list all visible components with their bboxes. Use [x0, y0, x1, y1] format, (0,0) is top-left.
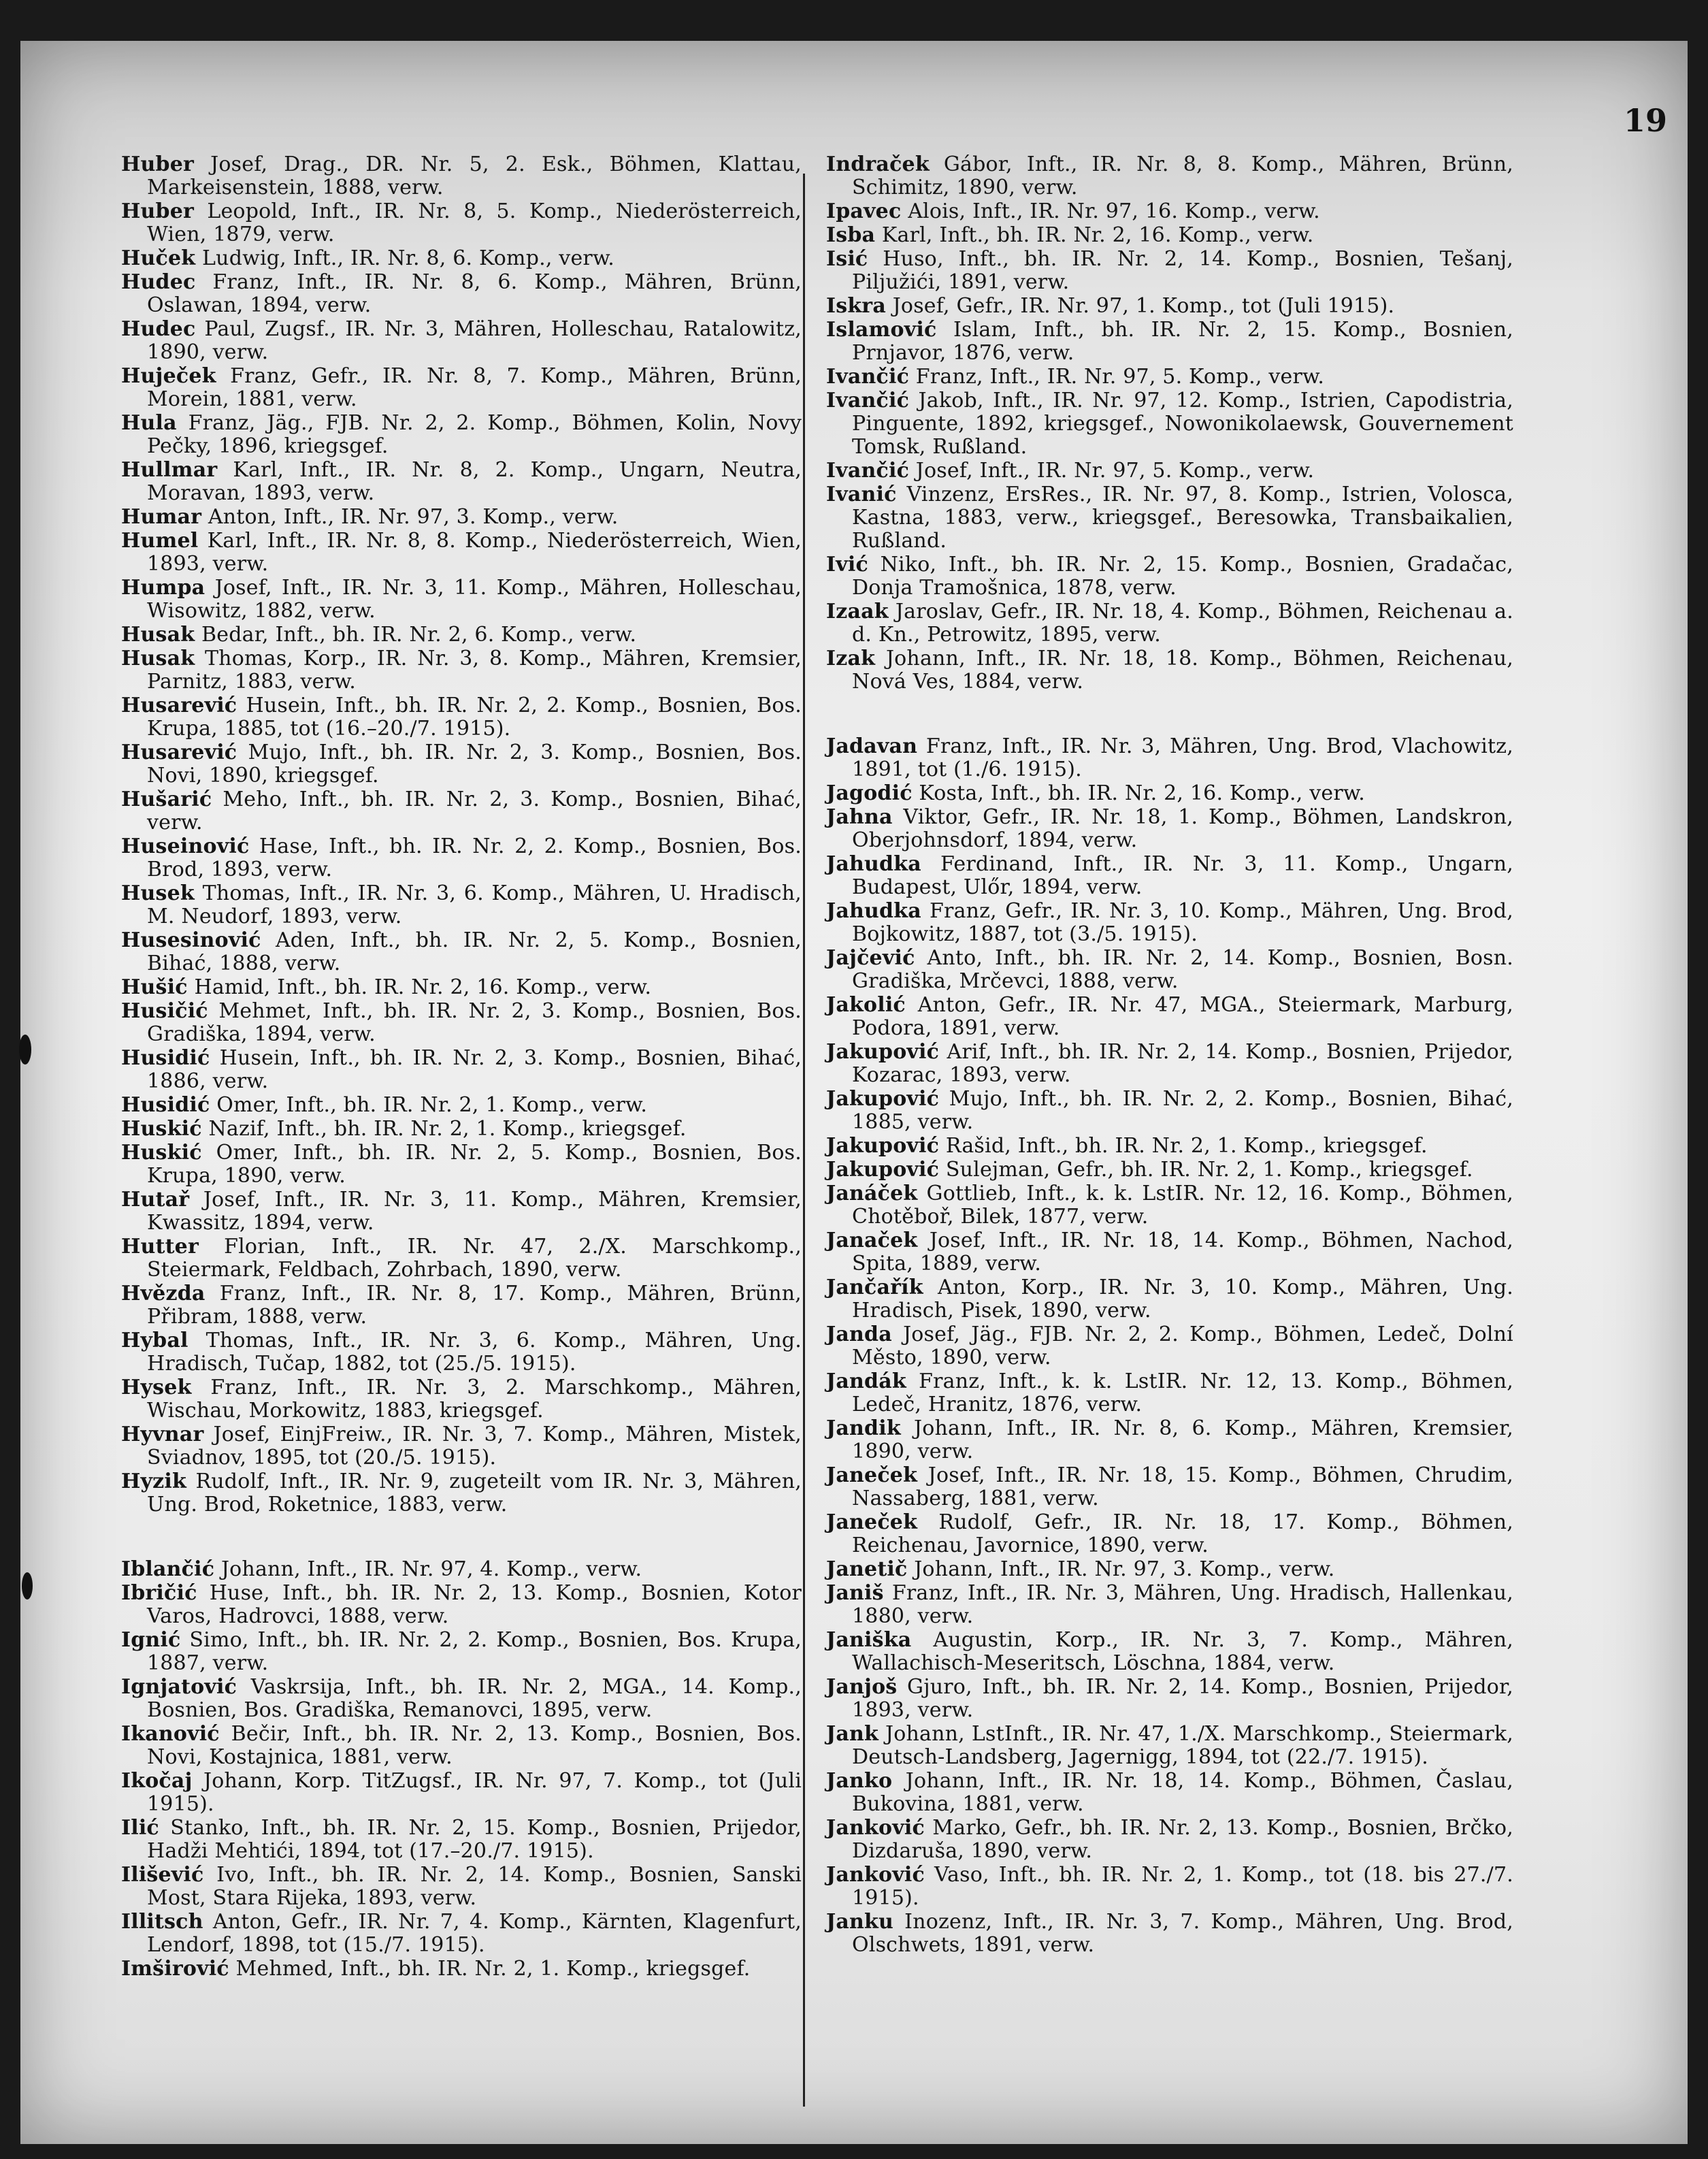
entry-details: Karl, Inft., IR. Nr. 8, 8. Komp., Niederösterreich, Wien, 1893, verw. [147, 529, 802, 576]
entry-details: Franz, Jäg., FJB. Nr. 2, 2. Komp., Böhmen, Kolin, Novy Pečky, 1896, kriegsgef. [147, 411, 802, 458]
register-entry [826, 806, 1513, 852]
entry-details: Mujo, Inft., bh. IR. Nr. 2, 3. Komp., Bosnien, Bos. Novi, 1890, kriegsgef. [147, 741, 802, 788]
register-entry [121, 365, 802, 411]
entry-details: Mehmed, Inft., bh. IR. Nr. 2, 1. Komp., kriegsgef. [235, 1957, 751, 1981]
register-entry [121, 577, 802, 623]
entry-surname: Ilišević [121, 1863, 204, 1887]
page-number: 19 [1623, 102, 1667, 139]
entry-details: Marko, Gefr., bh. IR. Nr. 2, 13. Komp., Bosnien, Brčko, Dizdaruša, 1890, verw. [852, 1816, 1513, 1863]
entry-details: Rudolf, Gefr., IR. Nr. 18, 17. Komp., Böhmen, Reichenau, Javornice, 1890, verw. [852, 1510, 1513, 1557]
register-entry [121, 200, 802, 246]
entry-details: Kosta, Inft., bh. IR. Nr. 2, 16. Komp., verw. [919, 781, 1365, 805]
register-entry [826, 295, 1513, 318]
entry-details: Johann, Inft., IR. Nr. 97, 4. Komp., verw. [220, 1557, 642, 1581]
entry-details: Niko, Inft., bh. IR. Nr. 2, 15. Komp., Bosnien, Gradačac, Donja Tramošnica, 1878, verw. [852, 553, 1513, 600]
entry-details: Anto, Inft., bh. IR. Nr. 2, 14. Komp., Bosnien, Bosn. Gradiška, Mrčevci, 1888, verw. [852, 946, 1513, 993]
register-entry [826, 1323, 1513, 1369]
entry-details: Franz, Inft., IR. Nr. 3, Mähren, Ung. Brod, Vlachowitz, 1891, tot (1./6. 1915). [852, 734, 1513, 781]
register-entry [826, 1135, 1513, 1158]
entry-surname: Iskra [826, 294, 886, 318]
entry-details: Ivo, Inft., bh. IR. Nr. 2, 14. Komp., Bosnien, Sanski Most, Stara Rijeka, 1893, verw. [147, 1863, 802, 1910]
entry-surname: Janiš [826, 1581, 884, 1605]
register-entry [121, 1118, 802, 1141]
entry-surname: Izaak [826, 600, 889, 623]
entry-details: Huse, Inft., bh. IR. Nr. 2, 13. Komp., Bosnien, Kotor Varos, Hadrovci, 1888, verw. [147, 1581, 802, 1628]
entry-details: Gottlieb, Inft., k. k. LstIR. Nr. 12, 16. Komp., Böhmen, Chotěboř, Bilek, 1877, verw. [852, 1182, 1513, 1229]
register-entry [826, 366, 1513, 389]
entry-details: Josef, Inft., IR. Nr. 97, 5. Komp., verw. [915, 459, 1315, 483]
register-entry [121, 506, 802, 529]
entry-surname: Ikočaj [121, 1769, 193, 1793]
entry-surname: Ivančić [826, 389, 910, 412]
entry-details: Leopold, Inft., IR. Nr. 8, 5. Komp., Niederösterreich, Wien, 1879, verw. [147, 199, 802, 246]
entry-surname: Huseinović [121, 834, 250, 858]
register-entry [826, 483, 1513, 553]
register-entry [121, 1094, 802, 1117]
entry-details: Franz, Inft., IR. Nr. 3, Mähren, Ung. Hradisch, Hallenkau, 1880, verw. [852, 1581, 1513, 1628]
register-entry [121, 1329, 802, 1376]
entry-surname: Jajčević [826, 946, 915, 970]
entry-details: Josef, Inft., IR. Nr. 3, 11. Komp., Mähren, Holleschau, Wisowitz, 1882, verw. [147, 576, 802, 623]
entry-surname: Illitsch [121, 1910, 203, 1934]
entry-surname: Hudec [121, 317, 196, 341]
entry-details: Franz, Inft., IR. Nr. 97, 5. Komp., verw. [915, 365, 1325, 389]
entry-surname: Hudec [121, 270, 196, 294]
entry-details: Josef, EinjFreiw., IR. Nr. 3, 7. Komp., Mähren, Mistek, Sviadnov, 1895, tot (20./5. 1915). [147, 1423, 802, 1470]
entry-details: Sulejman, Gefr., bh. IR. Nr. 2, 1. Komp., kriegsgef. [945, 1158, 1473, 1182]
entry-details: Simo, Inft., bh. IR. Nr. 2, 2. Komp., Bosnien, Bos. Krupa, 1887, verw. [147, 1628, 802, 1675]
entry-details: Franz, Gefr., IR. Nr. 3, 10. Komp., Mähren, Ung. Brod, Bojkowitz, 1887, tot (3./5. 1915). [852, 899, 1513, 946]
entry-surname: Huber [121, 152, 195, 176]
entry-surname: Husarević [121, 741, 237, 764]
register-entry [121, 1629, 802, 1675]
register-entry [826, 553, 1513, 600]
entry-details: Omer, Inft., bh. IR. Nr. 2, 1. Komp., verw. [216, 1093, 648, 1117]
entry-surname: Husarević [121, 694, 237, 717]
entry-surname: Jandák [826, 1369, 906, 1393]
entry-details: Anton, Gefr., IR. Nr. 7, 4. Komp., Kärnten, Klagenfurt, Lendorf, 1898, tot (15./7. 1915). [147, 1910, 802, 1957]
section-gap [121, 1517, 802, 1558]
entry-surname: Humel [121, 529, 199, 553]
entry-details: Meho, Inft., bh. IR. Nr. 2, 3. Komp., Bosnien, Bihać, verw. [147, 788, 802, 834]
register-entry [121, 788, 802, 834]
left-column [121, 153, 802, 1981]
register-entry [826, 1417, 1513, 1463]
entry-details: Gjuro, Inft., bh. IR. Nr. 2, 14. Komp., Bosnien, Prijedor, 1893, verw. [852, 1675, 1513, 1722]
register-entry [121, 1676, 802, 1722]
entry-details: Ferdinand, Inft., IR. Nr. 3, 11. Komp., Ungarn, Budapest, Ulőr, 1894, verw. [852, 852, 1513, 899]
entry-details: Franz, Inft., k. k. LstIR. Nr. 12, 13. Komp., Böhmen, Ledeč, Hranitz, 1876, verw. [852, 1369, 1513, 1416]
register-entry [121, 1282, 802, 1329]
register-entry [826, 1770, 1513, 1816]
entry-details: Johann, Inft., IR. Nr. 18, 18. Komp., Böhmen, Reichenau, Nová Ves, 1884, verw. [852, 647, 1513, 694]
entry-details: Josef, Inft., IR. Nr. 18, 15. Komp., Böhmen, Chrudim, Nassaberg, 1881, verw. [852, 1463, 1513, 1510]
entry-surname: Ibričić [121, 1581, 197, 1605]
register-entry [121, 153, 802, 199]
entry-surname: Hybal [121, 1329, 188, 1352]
entry-surname: Husak [121, 647, 195, 670]
register-entry [826, 853, 1513, 899]
entry-surname: Jakupović [826, 1134, 940, 1158]
register-entry [826, 1911, 1513, 1957]
entry-surname: Hullmar [121, 458, 218, 482]
register-entry [121, 459, 802, 505]
register-entry [826, 1370, 1513, 1416]
register-entry [826, 1558, 1513, 1581]
entry-surname: Ivančić [826, 459, 910, 483]
entry-surname: Janeček [826, 1463, 918, 1487]
entry-details: Hase, Inft., bh. IR. Nr. 2, 2. Komp., Bosnien, Bos. Brod, 1893, verw. [147, 834, 802, 881]
register-entry [121, 247, 802, 270]
entry-details: Johann, Inft., IR. Nr. 8, 6. Komp., Mähren, Kremsier, 1890, verw. [852, 1416, 1513, 1463]
entry-details: Johann, LstInft., IR. Nr. 47, 1./X. Marschkomp., Steiermark, Deutsch-Landsberg, Jagernigg, 1894, tot (22./7. 1915). [852, 1722, 1513, 1769]
entry-surname: Iblančić [121, 1557, 215, 1581]
entry-details: Thomas, Korp., IR. Nr. 3, 8. Komp., Mähren, Kremsier, Parnitz, 1883, verw. [147, 647, 802, 694]
entry-details: Husein, Inft., bh. IR. Nr. 2, 2. Komp., Bosnien, Bos. Krupa, 1885, tot (16.–20./7. 1915). [147, 694, 802, 741]
entry-surname: Janku [826, 1910, 894, 1934]
entry-details: Anton, Korp., IR. Nr. 3, 10. Komp., Mähren, Ung. Hradisch, Pisek, 1890, verw. [852, 1276, 1513, 1322]
register-entry [121, 882, 802, 928]
entry-surname: Ipavec [826, 199, 902, 223]
entry-surname: Islamović [826, 318, 937, 342]
entry-surname: Husak [121, 623, 195, 647]
entry-surname: Jakupović [826, 1040, 940, 1064]
register-entry [826, 1582, 1513, 1628]
entry-surname: Janda [826, 1322, 892, 1346]
entry-details: Thomas, Inft., IR. Nr. 3, 6. Komp., Mähren, Ung. Hradisch, Tučap, 1882, tot (25./5. 1915). [147, 1329, 802, 1376]
entry-details: Islam, Inft., bh. IR. Nr. 2, 15. Komp., Bosnien, Prnjavor, 1876, verw. [852, 318, 1513, 365]
register-entry [121, 318, 802, 364]
entry-details: Karl, Inft., IR. Nr. 8, 2. Komp., Ungarn, Neutra, Moravan, 1893, verw. [147, 458, 802, 505]
entry-surname: Husesinović [121, 928, 261, 952]
entry-details: Aden, Inft., bh. IR. Nr. 2, 5. Komp., Bosnien, Bihać, 1888, verw. [147, 928, 802, 975]
entry-surname: Huskić [121, 1117, 202, 1141]
entry-surname: Janiška [826, 1628, 912, 1652]
entry-details: Franz, Inft., IR. Nr. 3, 2. Marschkomp., Mähren, Wischau, Morkowitz, 1883, kriegsgef. [147, 1376, 802, 1423]
entry-surname: Janaček [826, 1229, 918, 1252]
register-entry [121, 530, 802, 576]
entry-details: Bečir, Inft., bh. IR. Nr. 2, 13. Komp., Bosnien, Bos. Novi, Kostajnica, 1881, verw. [147, 1722, 802, 1769]
entry-details: Husein, Inft., bh. IR. Nr. 2, 3. Komp., Bosnien, Bihać, 1886, verw. [147, 1046, 802, 1093]
entry-details: Josef, Jäg., FJB. Nr. 2, 2. Komp., Böhmen, Ledeč, Dolní Město, 1890, verw. [852, 1322, 1513, 1369]
entry-surname: Jahudka [826, 852, 921, 876]
entry-details: Josef, Inft., IR. Nr. 3, 11. Komp., Mähren, Kremsier, Kwassitz, 1894, verw. [147, 1188, 802, 1235]
entry-surname: Jank [826, 1722, 879, 1746]
register-entry [826, 1864, 1513, 1910]
entry-details: Johann, Inft., IR. Nr. 97, 3. Komp., verw. [914, 1557, 1335, 1581]
entry-surname: Janjoš [826, 1675, 898, 1699]
column-divider [803, 174, 805, 2107]
entry-details: Johann, Inft., IR. Nr. 18, 14. Komp., Böhmen, Časlau, Bukovina, 1881, verw. [852, 1769, 1513, 1816]
register-entry [826, 1158, 1513, 1182]
register-entry [826, 782, 1513, 805]
register-entry [826, 1629, 1513, 1675]
entry-surname: Ivančić [826, 365, 910, 389]
register-entry [121, 1235, 802, 1282]
register-entry [121, 741, 802, 788]
right-column [826, 153, 1513, 1958]
entry-surname: Hutař [121, 1188, 190, 1212]
register-entry [826, 319, 1513, 365]
entry-surname: Janetič [826, 1557, 908, 1581]
entry-surname: Ivanić [826, 483, 897, 506]
entry-surname: Husek [121, 881, 195, 905]
register-entry [121, 1864, 802, 1910]
register-entry [826, 1088, 1513, 1134]
register-entry [826, 1817, 1513, 1863]
register-entry [121, 1582, 802, 1628]
entry-details: Inozenz, Inft., IR. Nr. 3, 7. Komp., Mähren, Ung. Brod, Olschwets, 1891, verw. [852, 1910, 1513, 1957]
entry-surname: Huček [121, 246, 196, 270]
entry-details: Rašid, Inft., bh. IR. Nr. 2, 1. Komp., kriegsgef. [945, 1134, 1428, 1158]
register-entry [826, 1511, 1513, 1557]
register-entry [826, 1723, 1513, 1769]
register-entry [121, 1047, 802, 1093]
entry-surname: Janáček [826, 1182, 918, 1205]
entry-details: Thomas, Inft., IR. Nr. 3, 6. Komp., Mähren, U. Hradisch, M. Neudorf, 1893, verw. [147, 881, 802, 928]
register-entry [121, 1423, 802, 1470]
entry-surname: Jahna [826, 805, 893, 829]
entry-details: Bedar, Inft., bh. IR. Nr. 2, 6. Komp., verw. [201, 623, 637, 647]
register-entry [121, 694, 802, 741]
register-entry [826, 1229, 1513, 1276]
register-entry [121, 1558, 802, 1581]
entry-details: Vinzenz, ErsRes., IR. Nr. 97, 8. Komp., Istrien, Volosca, Kastna, 1883, verw., kriegsgef., Beresowka, Transbaikalien, Rußland. [852, 483, 1513, 553]
entry-surname: Ignjatović [121, 1675, 237, 1699]
register-entry [121, 1141, 802, 1188]
entry-surname: Jakupović [826, 1087, 940, 1111]
entry-details: Jakob, Inft., IR. Nr. 97, 12. Komp., Istrien, Capodistria, Pinguente, 1892, kriegsgef., Nowonikolaewsk, Gouvernement Tomsk, Rußland. [852, 389, 1513, 459]
entry-surname: Humpa [121, 576, 206, 600]
entry-surname: Indraček [826, 152, 930, 176]
entry-surname: Hyzik [121, 1470, 186, 1493]
entry-surname: Huber [121, 199, 195, 223]
register-entry [121, 412, 802, 458]
entry-details: Paul, Zugsf., IR. Nr. 3, Mähren, Holleschau, Ratalowitz, 1890, verw. [147, 317, 802, 364]
entry-surname: Jančařík [826, 1276, 923, 1299]
register-entry [121, 976, 802, 999]
register-entry [826, 735, 1513, 781]
entry-details: Vaskrsija, Inft., bh. IR. Nr. 2, MGA., 14. Komp., Bosnien, Bos. Gradiška, Remanovci, 1895, verw. [147, 1675, 802, 1722]
entry-surname: Izak [826, 647, 876, 670]
entry-details: Florian, Inft., IR. Nr. 47, 2./X. Marschkomp., Steiermark, Feldbach, Zohrbach, 1890, verw. [147, 1235, 802, 1282]
entry-surname: Jadavan [826, 734, 918, 758]
register-entry [121, 623, 802, 647]
entry-surname: Husidić [121, 1093, 210, 1117]
entry-details: Franz, Inft., IR. Nr. 8, 6. Komp., Mähren, Brünn, Oslawan, 1894, verw. [147, 270, 802, 317]
entry-details: Anton, Inft., IR. Nr. 97, 3. Komp., verw. [208, 505, 619, 529]
entry-surname: Jakolić [826, 993, 906, 1017]
register-entry [121, 1911, 802, 1957]
register-entry [826, 600, 1513, 647]
entry-surname: Isić [826, 247, 868, 271]
entry-surname: Hula [121, 411, 177, 435]
entry-details: Franz, Gefr., IR. Nr. 8, 7. Komp., Mähren, Brünn, Morein, 1881, verw. [147, 364, 802, 411]
register-entry [121, 1770, 802, 1816]
entry-details: Gábor, Inft., IR. Nr. 8, 8. Komp., Mähren, Brünn, Schimitz, 1890, verw. [852, 152, 1513, 199]
section-gap [826, 694, 1513, 735]
register-entry [826, 389, 1513, 459]
register-entry [121, 1376, 802, 1423]
entry-surname: Jagodić [826, 781, 913, 805]
entry-surname: Ilić [121, 1816, 159, 1840]
entry-details: Ludwig, Inft., IR. Nr. 8, 6. Komp., verw. [202, 246, 615, 270]
register-entry [826, 248, 1513, 294]
register-entry [121, 1723, 802, 1769]
entry-surname: Jandik [826, 1416, 901, 1440]
register-entry [826, 1041, 1513, 1087]
entry-details: Karl, Inft., bh. IR. Nr. 2, 16. Komp., verw. [881, 223, 1314, 247]
entry-details: Augustin, Korp., IR. Nr. 3, 7. Komp., Mähren, Wallachisch-Meseritsch, Löschna, 1884, verw. [852, 1628, 1513, 1675]
entry-surname: Ivić [826, 553, 868, 577]
entry-details: Anton, Gefr., IR. Nr. 47, MGA., Steiermark, Marburg, Podora, 1891, verw. [852, 993, 1513, 1040]
register-entry [826, 900, 1513, 946]
entry-surname: Husidić [121, 1046, 210, 1070]
entry-details: Huso, Inft., bh. IR. Nr. 2, 14. Komp., Bosnien, Tešanj, Piljužići, 1891, verw. [852, 247, 1513, 294]
register-entry [121, 1958, 802, 1981]
entry-surname: Ignić [121, 1628, 181, 1652]
entry-details: Rudolf, Inft., IR. Nr. 9, zugeteilt vom IR. Nr. 3, Mähren, Ung. Brod, Roketnice, 1883, verw. [147, 1470, 802, 1516]
entry-details: Mujo, Inft., bh. IR. Nr. 2, 2. Komp., Bosnien, Bihać, 1885, verw. [852, 1087, 1513, 1134]
document-page [20, 41, 1688, 2144]
entry-surname: Hysek [121, 1376, 192, 1399]
register-entry [826, 947, 1513, 993]
register-entry [826, 1182, 1513, 1229]
register-entry [121, 835, 802, 881]
register-entry [826, 1464, 1513, 1510]
entry-surname: Huječek [121, 364, 216, 388]
entry-surname: Imširović [121, 1957, 229, 1981]
register-entry [121, 1817, 802, 1863]
entry-details: Josef, Inft., IR. Nr. 18, 14. Komp., Böhmen, Nachod, Spita, 1889, verw. [852, 1229, 1513, 1276]
entry-details: Alois, Inft., IR. Nr. 97, 16. Komp., verw. [908, 199, 1320, 223]
entry-surname: Jakupović [826, 1158, 940, 1182]
entry-surname: Janković [826, 1863, 925, 1887]
entry-details: Omer, Inft., bh. IR. Nr. 2, 5. Komp., Bosnien, Bos. Krupa, 1890, verw. [147, 1141, 802, 1188]
entry-details: Arif, Inft., bh. IR. Nr. 2, 14. Komp., Bosnien, Prijedor, Kozarac, 1893, verw. [852, 1040, 1513, 1087]
register-entry [826, 459, 1513, 483]
entry-surname: Janković [826, 1816, 925, 1840]
entry-surname: Husičić [121, 999, 208, 1023]
register-entry [121, 929, 802, 975]
entry-surname: Hušarić [121, 788, 212, 811]
scan-mark [19, 1035, 31, 1065]
register-entry [121, 271, 802, 317]
entry-surname: Huskić [121, 1141, 202, 1165]
register-entry [826, 994, 1513, 1040]
entry-surname: Janeček [826, 1510, 918, 1534]
register-entry [826, 1276, 1513, 1322]
entry-surname: Hušić [121, 975, 188, 999]
entry-details: Vaso, Inft., bh. IR. Nr. 2, 1. Komp., tot (18. bis 27./7. 1915). [852, 1863, 1513, 1910]
entry-details: Franz, Inft., IR. Nr. 8, 17. Komp., Mähren, Brünn, Přibram, 1888, verw. [147, 1282, 802, 1329]
entry-surname: Hvězda [121, 1282, 206, 1305]
entry-details: Mehmet, Inft., bh. IR. Nr. 2, 3. Komp., Bosnien, Bos. Gradiška, 1894, verw. [147, 999, 802, 1046]
register-entry [121, 647, 802, 694]
register-entry [121, 1188, 802, 1235]
entry-details: Josef, Drag., DR. Nr. 5, 2. Esk., Böhmen, Klattau, Markeisenstein, 1888, verw. [147, 152, 802, 199]
entry-details: Hamid, Inft., bh. IR. Nr. 2, 16. Komp., verw. [194, 975, 652, 999]
register-entry [121, 1000, 802, 1046]
entry-details: Johann, Korp. TitZugsf., IR. Nr. 97, 7. Komp., tot (Juli 1915). [147, 1769, 802, 1816]
register-entry [826, 1676, 1513, 1722]
entry-surname: Jahudka [826, 899, 921, 923]
entry-details: Viktor, Gefr., IR. Nr. 18, 1. Komp., Böhmen, Landskron, Oberjohnsdorf, 1894, verw. [852, 805, 1513, 852]
entry-surname: Janko [826, 1769, 893, 1793]
register-entry [121, 1470, 802, 1516]
register-entry [826, 153, 1513, 199]
entry-surname: Isba [826, 223, 876, 247]
entry-surname: Humar [121, 505, 202, 529]
entry-surname: Hyvnar [121, 1423, 204, 1446]
entry-details: Jaroslav, Gefr., IR. Nr. 18, 4. Komp., Böhmen, Reichenau a. d. Kn., Petrowitz, 1895, verw. [852, 600, 1513, 647]
register-entry [826, 224, 1513, 247]
register-entry [826, 200, 1513, 223]
entry-surname: Ikanović [121, 1722, 220, 1746]
entry-details: Josef, Gefr., IR. Nr. 97, 1. Komp., tot (Juli 1915). [892, 294, 1395, 318]
entry-details: Nazif, Inft., bh. IR. Nr. 2, 1. Komp., kriegsgef. [208, 1117, 687, 1141]
entry-details: Stanko, Inft., bh. IR. Nr. 2, 15. Komp., Bosnien, Prijedor, Hadži Mehtići, 1894, tot (17.–20./7. 1915). [147, 1816, 802, 1863]
entry-surname: Hutter [121, 1235, 199, 1259]
scan-mark [22, 1572, 33, 1600]
register-entry [826, 647, 1513, 694]
